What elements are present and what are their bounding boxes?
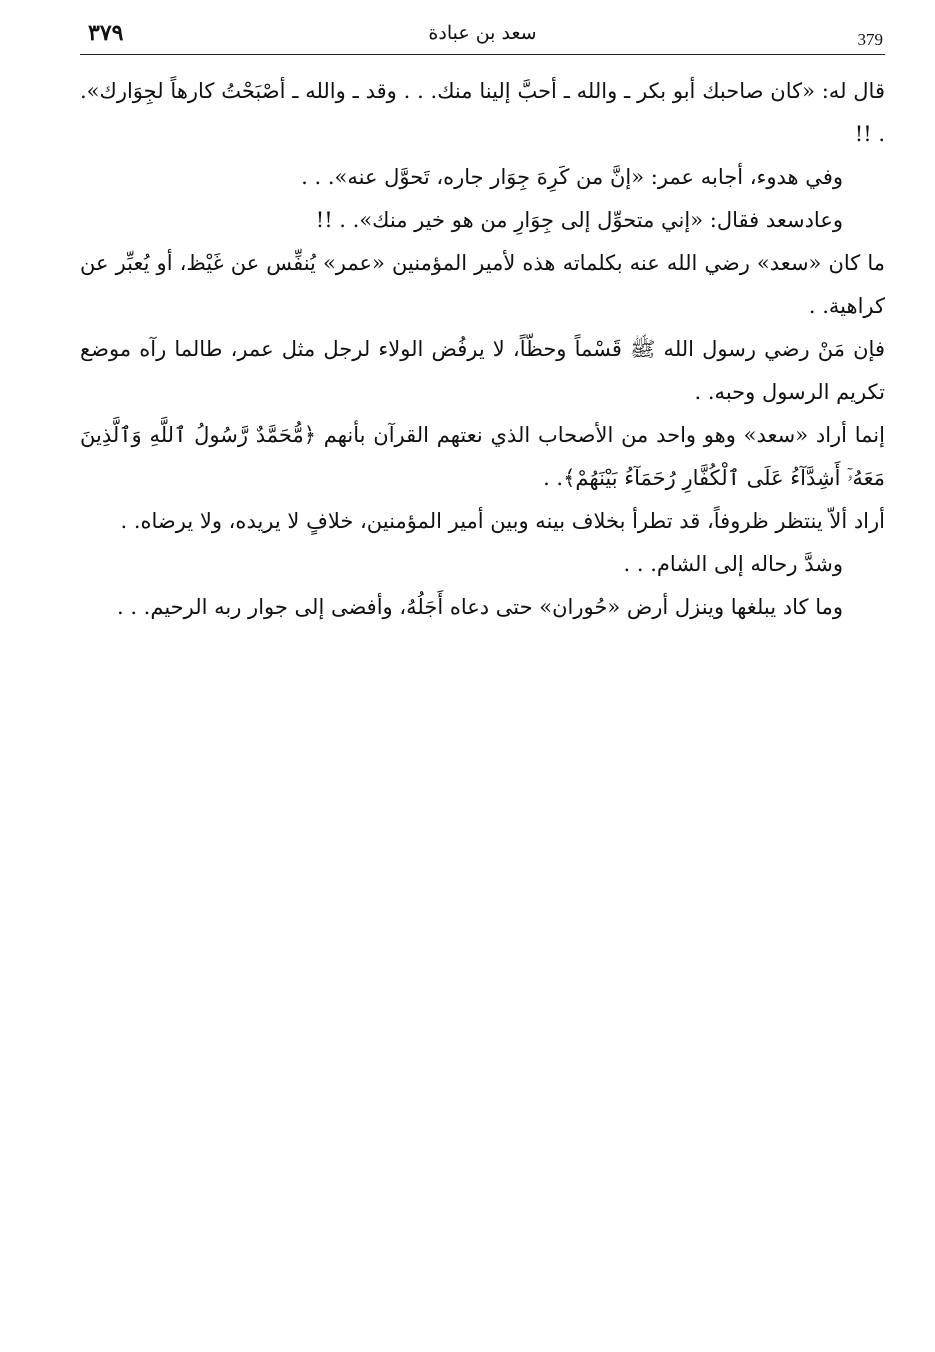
paragraph-6: إنما أراد «سعد» وهو واحد من الأصحاب الذي نعتهم القرآن بأنهم ﴿مُّحَمَّدٌ رَّسُولُ ٱللَّهِ وَٱلَّذِينَ مَعَهُۥٓ أَشِدَّآءُ عَلَى ٱلْكُفَّارِ رُحَمَآءُ بَيْنَهُمْ﴾. . [80,423,885,490]
page-number-arabic: ٣٧٩ [88,20,124,46]
paragraph-7: أراد ألاّ ينتظر ظروفاً، قد تطرأ بخلاف بينه وبين أمير المؤمنين، خلافٍ لا يريده، ولا يرضاه. . [120,509,885,533]
paragraph-9: وما كاد يبلغها وينزل أرض «حُوران» حتى دعاه أَجَلُهُ، وأفضى إلى جوار ربه الرحيم. . . [116,595,843,619]
running-title: سعد بن عبادة [428,22,537,44]
page-number-latin: 379 [857,30,883,49]
paragraph-4: ما كان «سعد» رضي الله عنه بكلماته هذه لأمير المؤمنين «عمر» يُنفِّس عن غَيْظ، أو يُعبِّر عن كراهية. . [80,251,885,318]
paragraph-3: وعادسعد فقال: «إني متحوِّل إلى جِوَارِ من هو خير منك». . !! [315,208,843,232]
page-header [80,18,885,55]
paragraph-5: فإن مَنْ رضي رسول الله ﷺ قَسْماً وحظّاً، لا يرفُض الولاء لرجل مثل عمر، طالما رآه موضع تكريم الرسول وحبه. . [80,337,885,404]
paragraph-1: قال له: «كان صاحبك أبو بكر ـ والله ـ أحبَّ إلينا منك. . . وقد ـ والله ـ أصْبَحْتُ كارهاً لجِوَارك». . !! [80,79,885,146]
paragraph-8: وشدَّ رحاله إلى الشام. . . [623,552,843,576]
paragraph-2: وفي هدوء، أجابه عمر: «إنَّ من كَرِهَ جِوَار جاره، تَحوَّل عنه». . . [301,165,843,189]
body-text [80,70,885,629]
